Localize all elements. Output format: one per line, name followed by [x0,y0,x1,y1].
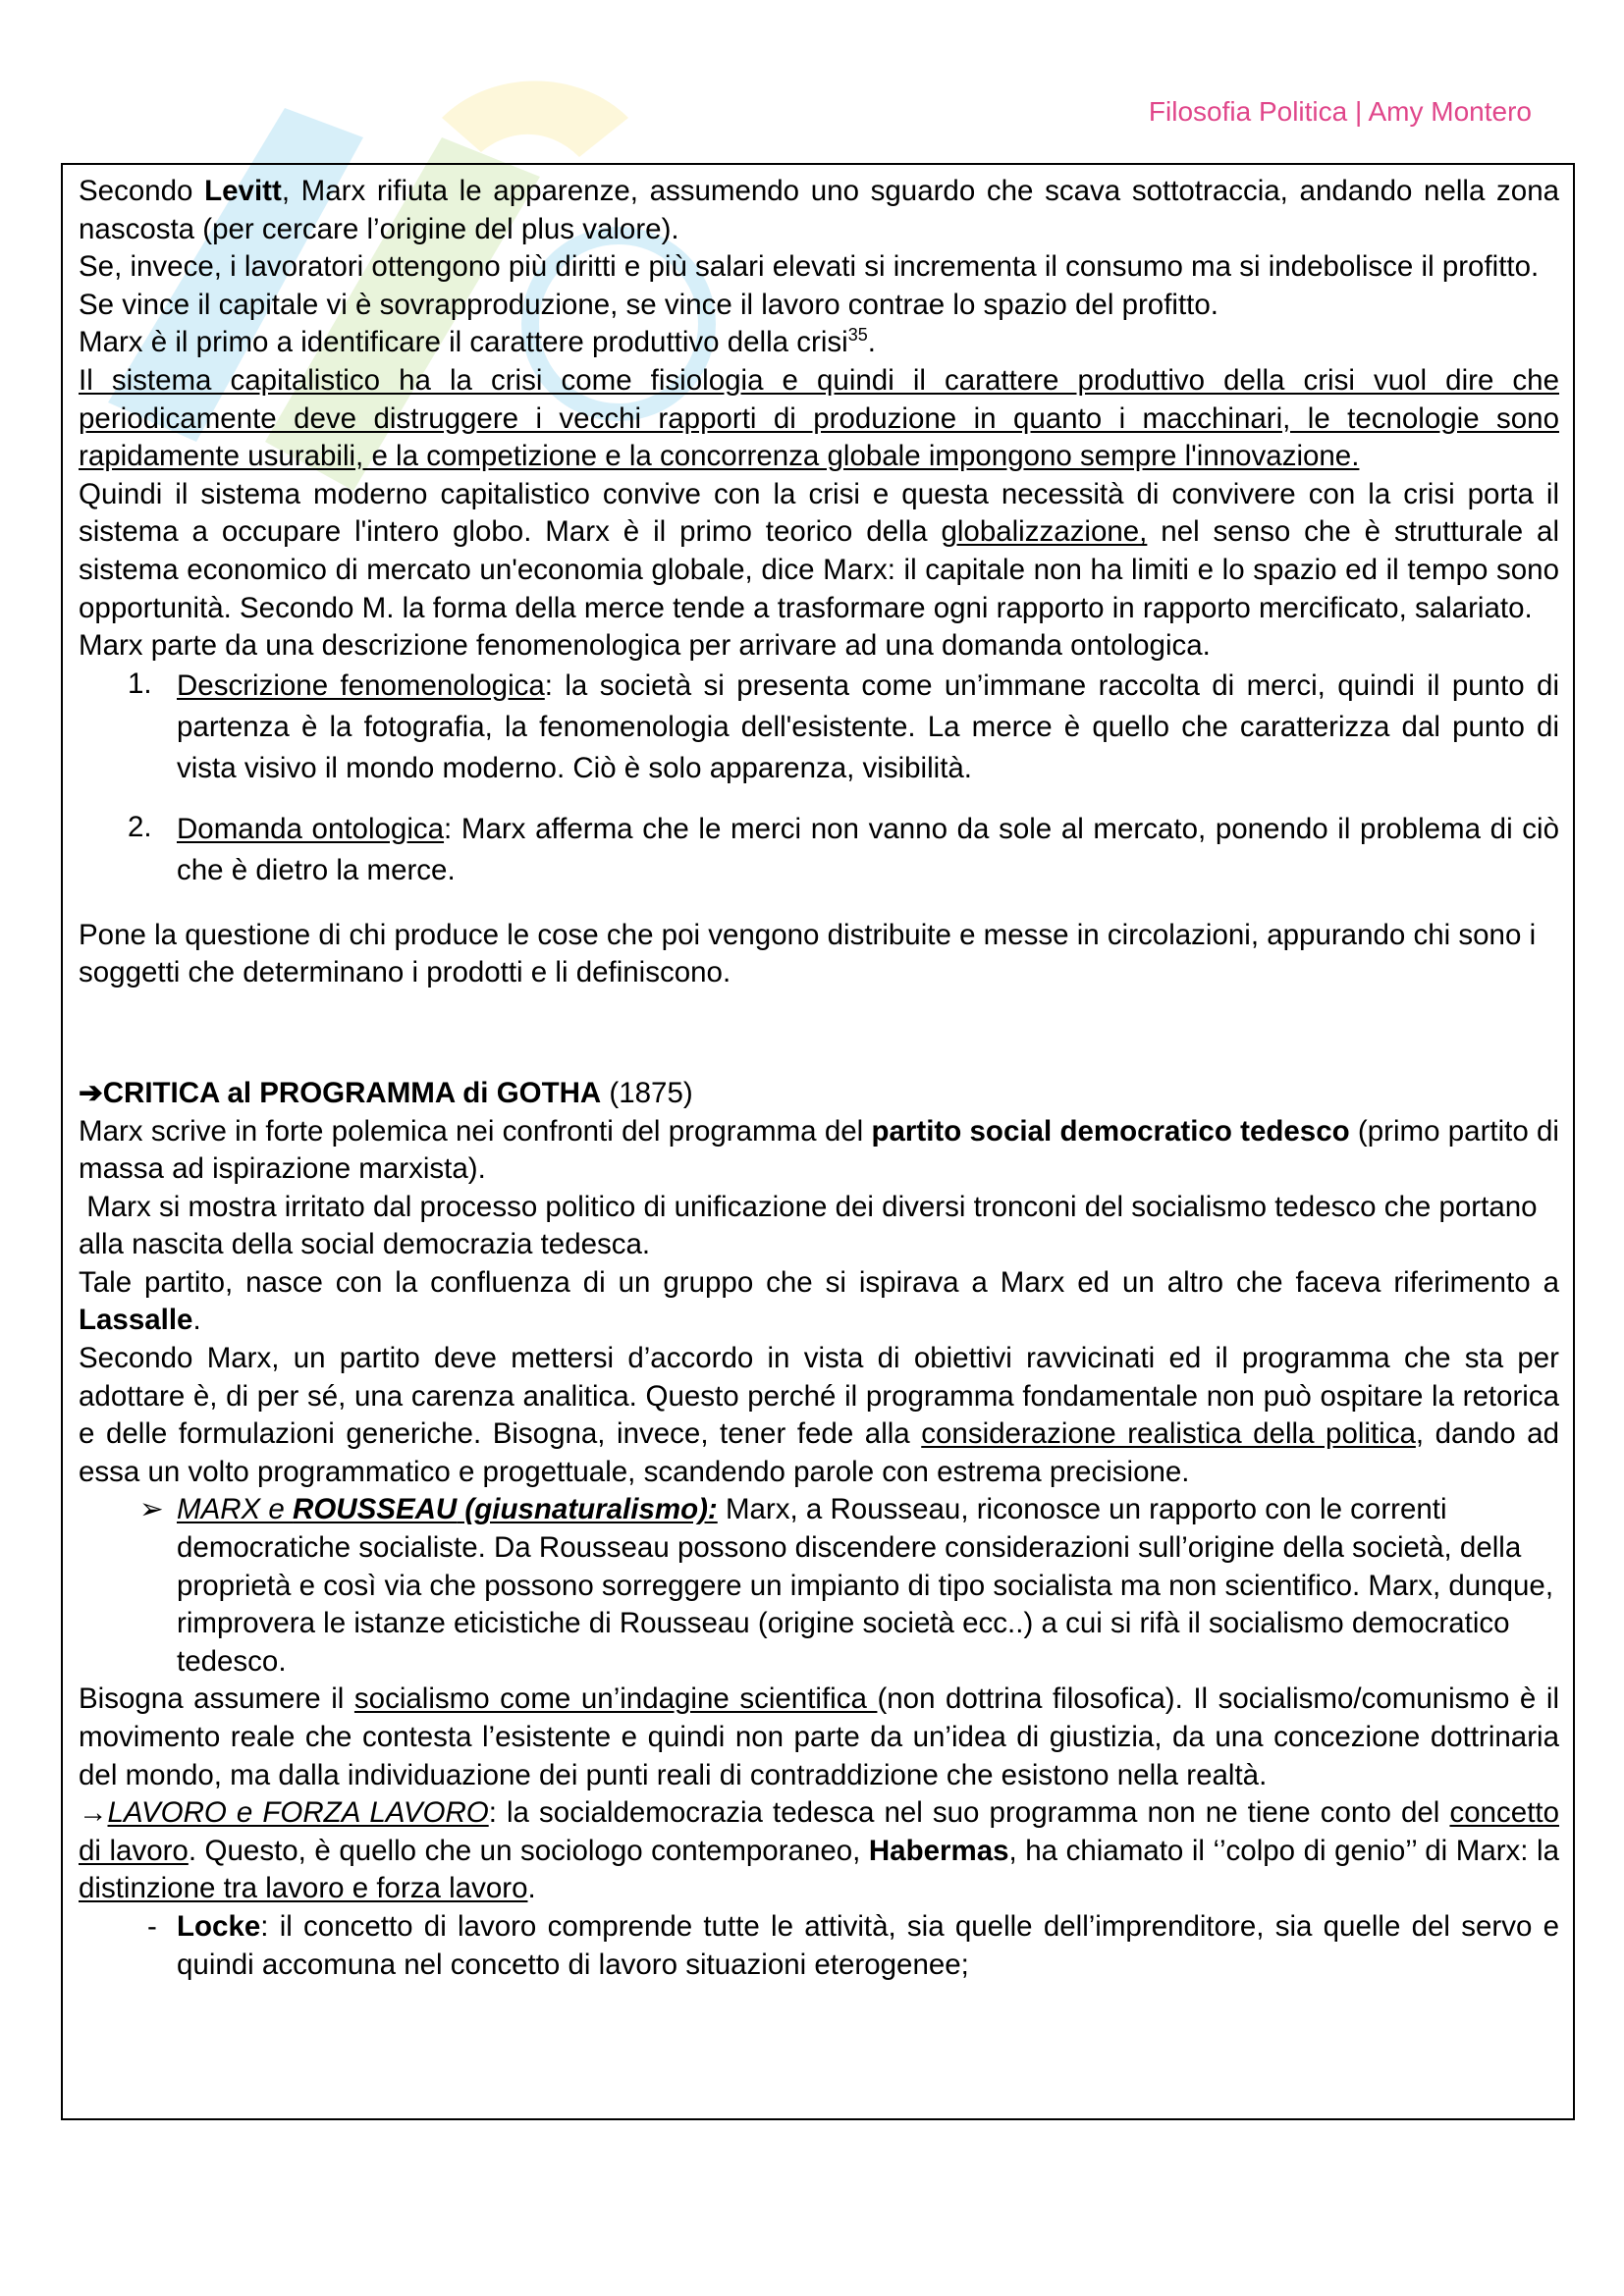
name-rousseau: ROUSSEAU [293,1493,458,1526]
content-box [61,163,1575,2120]
name-locke: Locke [177,1909,261,1943]
paragraph [79,476,1559,627]
underlined-term: considerazione realistica della politica [921,1417,1416,1451]
list-item [79,666,1559,789]
text: Marx scrive in forte polemica nei confronti del programma del [79,1114,872,1148]
text: : la socialdemocrazia tedesca nel suo programma non ne tiene conto del [488,1796,1450,1830]
paragraph [79,1113,1559,1189]
name-levitt: Levitt [204,175,282,207]
term-lavoro: LAVORO e FORZA LAVORO [107,1796,489,1830]
list-item [79,809,1559,891]
text: Bisogna assumere il [79,1682,354,1716]
list-item-body [177,666,1559,789]
footnote-ref: 35 [847,325,868,346]
paragraph [79,324,1559,362]
text: : Marx afferma che le merci non vanno da sole al mercato, ponendo il problema di ciò che è dietro la merce. [177,812,1559,886]
paragraph: Marx si mostra irritato dal processo politico di unificazione dei diversi tronconi del socialismo tedesco che portano alla nascita della social democrazia tedesca. [79,1190,1545,1261]
text: (non dottrina filosofica). Il socialismo/comunismo è il movimento reale che contesta l’esistente e quindi non parte da un’idea di giustizia, da una concezione dottrinaria del mondo, ma dalla individuazione dei punti reali di contraddizione che esistono nella realtà. [79,1682,1560,1791]
text: Tale partito, nasce con la confluenza di un gruppo che si ispirava a Marx ed un altro che faceva riferimento a [79,1265,1559,1299]
dash-bullet: - [147,1909,157,1943]
arrow-bullet-icon: ➢ [139,1493,164,1526]
text: MARX e [177,1493,294,1526]
text: Quindi il sistema moderno capitalistico convive con la crisi e questa necessità di convivere con la crisi porta il sistema a occupare l'intero globo. Marx è il primo teorico della [79,477,1559,549]
underlined-term: distinzione tra lavoro e forza lavoro [79,1872,528,1905]
text: Marx, a Rousseau, riconosce un rapporto con le correnti democratiche socialiste. Da Rousseau possono discendere considerazioni sull’origine della società, della proprietà e così via che possono sorreggere un impianto di tipo socialista ma non scientifico. Marx, dunque, rimprovera le istanze eticistiche di Rousseau (origine società ecc..) a cui si rifà il socialismo democratico tedesco. [177,1493,1554,1678]
list-item-body [177,809,1559,891]
paragraph: Pone la questione di chi produce le cose che poi vengono distribuite e messe in circolazioni, appurando chi sono i soggetti che determinano i prodotti e li definiscono. [79,918,1537,989]
underlined-term: concetto di lavoro [79,1796,1559,1867]
dash-body [177,1908,1559,1984]
text: . Questo, è quello che un sociologo contemporaneo, [188,1834,869,1867]
paragraph [79,1264,1559,1340]
dash-item [79,1908,1559,1984]
text: . [867,326,876,359]
text: : il concetto di lavoro comprende tutte le attività, sia quelle dell’imprenditore, sia quelle del servo e quindi accomuna nel concetto di lavoro situazioni eterogenee; [177,1909,1559,1981]
section-heading [79,1075,1559,1113]
term: Descrizione fenomenologica [177,668,545,702]
text: : la società si presenta come un’immane raccolta di merci, quindi il punto di partenza è la fotografia, la fenomenologia dell'esistente. La merce è quello che caratterizza dal punto di vista visivo il mondo moderno. Ciò è solo apparenza, visibilità. [177,668,1560,784]
list-number: 2. [128,810,152,843]
bullet-item [79,1491,1559,1681]
text: , ha chiamato il ‘’colpo di genio’’ di Marx: la [1008,1834,1559,1867]
text: . [192,1304,201,1337]
paragraph [79,1794,1559,1908]
underlined-term: socialismo come un’indagine scientifica [353,1682,878,1716]
page-header: Filosofia Politica | Amy Montero [1148,96,1532,127]
text: nel senso che è strutturale al sistema economico di mercato un'economia globale, dice Marx: il capitale non ha limiti e lo spazio ed il tempo sono opportunità. Secondo M. la forma della merce tende a trasformare ogni rapporto in rapporto mercificato, salariato. [79,515,1560,624]
bold-term: partito social democratico tedesco [871,1114,1350,1148]
list-number: 1. [128,667,152,700]
text: , dando ad essa un volto programmatico e progettuale, scandendo parole con estrema precisione. [79,1417,1559,1488]
text: (primo partito di massa ad ispirazione marxista). [79,1114,1559,1186]
text: (giusnaturalismo): [457,1493,718,1526]
paragraph [79,1340,1559,1491]
text: Marx è il primo a identificare il carattere produttivo della crisi [79,326,848,359]
heading-year: (1875) [601,1076,693,1109]
term: Domanda ontologica [177,812,445,845]
text: Secondo Marx, un partito deve mettersi d’accordo in vista di obiettivi ravvicinati ed il programma che sta per adottare è, di per sé, una carenza analitica. Questo perché il programma fondamentale non può ospitare la retorica e delle formulazioni generiche. Bisogna, invece, tener fede alla [79,1342,1559,1451]
text: , Marx rifiuta le apparenze, assumendo uno sguardo che scava sottotraccia, andando nella zona nascosta (per cercare l’origine del plus valore). [79,175,1560,245]
text: Secondo [79,175,205,207]
heading-title: CRITICA al PROGRAMMA di GOTHA [102,1076,602,1109]
paragraph [79,1681,1559,1794]
text: . [527,1872,536,1905]
term-globalizzazione: globalizzazione, [941,515,1148,549]
underlined-paragraph: Il sistema capitalistico ha la crisi come fisiologia e quindi il carattere produttivo della crisi vuol dire che periodicamente deve distruggere i vecchi rapporti di produzione in quanto i macchinari, le tecnologie sono rapidamente usurabili, e la competizione e la concorrenza globale impongono sempre l'innovazione. [79,363,1559,473]
name-habermas: Habermas [868,1834,1009,1867]
paragraph: Se, invece, i lavoratori ottengono più diritti e più salari elevati si incrementa il consumo ma si indebolisce il profitto. Se vince il capitale vi è sovrapproduzione, se vince il lavoro contrae lo spazio del profitto. [79,250,1540,321]
arrow-icon: ➔ [79,1076,103,1109]
name-lassalle: Lassalle [79,1304,193,1337]
arrow-icon: → [79,1796,108,1830]
paragraph: Marx parte da una descrizione fenomenologica per arrivare ad una domanda ontologica. [79,629,1211,663]
paragraph [79,173,1559,248]
bullet-title [177,1493,718,1525]
bullet-body [177,1491,1559,1681]
